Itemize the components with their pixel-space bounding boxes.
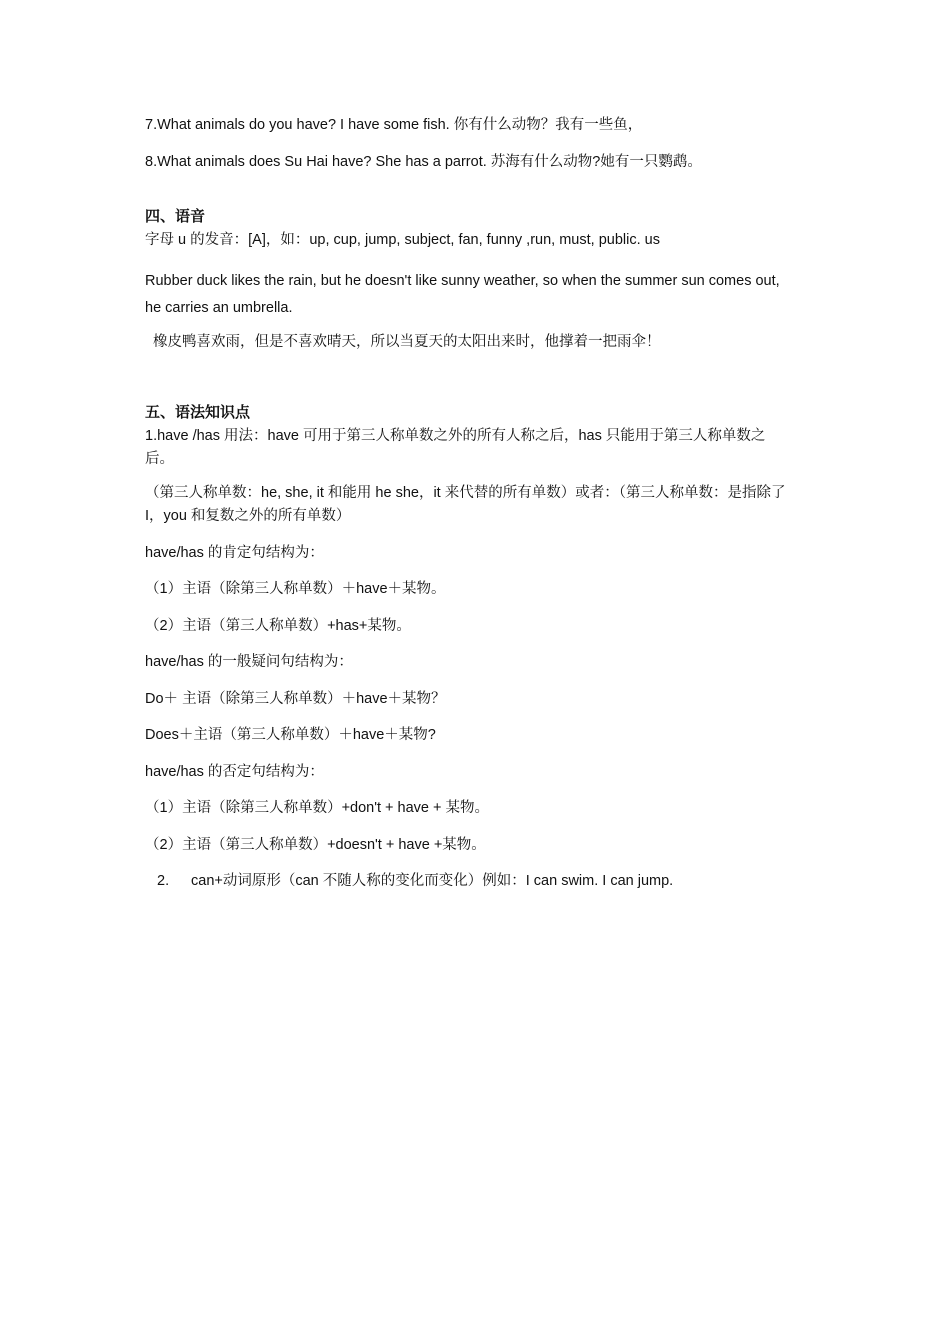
question-rule-1: Do＋ 主语（除第三人称单数）＋have＋某物？ xyxy=(145,691,446,707)
sentence-8: 8.What animals does Su Hai have? She has a parrot. 苏海有什么动物?她有一只鹦鹉。 xyxy=(145,154,702,170)
negative-rule-2: （2）主语（第三人称单数）+doesn't + have +某物。 xyxy=(145,837,486,853)
grammar-point-1-note: （第三人称单数：he, she, it 和能用 he she，it 来代替的所有单数）或者：（第三人称单数：是指除了 I，you 和复数之外的所有单数） xyxy=(145,485,786,524)
section-4-heading: 四、语音 xyxy=(145,208,206,225)
rubber-duck-chinese: 橡皮鸭喜欢雨，但是不喜欢晴天，所以当夏天的太阳出来时，他撑着一把雨伞！ xyxy=(153,334,661,350)
question-title: have/has 的一般疑问句结构为： xyxy=(145,654,353,670)
affirmative-rule-2: （2）主语（第三人称单数）+has+某物。 xyxy=(145,618,411,634)
grammar-point-1: 1.have /has 用法：have 可用于第三人称单数之外的所有人称之后，has 只能用于第三人称单数之后。 xyxy=(145,428,766,467)
question-rule-2: Does＋主语（第三人称单数）＋have＋某物? xyxy=(145,727,436,743)
sentence-7: 7.What animals do you have? I have some fish. 你有什么动物？我有一些鱼， xyxy=(145,117,643,133)
affirmative-title: have/has 的肯定句结构为： xyxy=(145,545,324,561)
negative-rule-1: （1）主语（除第三人称单数）+don't + have + 某物。 xyxy=(145,800,490,816)
phonics-line: 字母 u 的发音：[A]，如：up, cup, jump, subject, fan, funny ,run, must, public. us xyxy=(145,232,660,248)
grammar-point-2-text: can+动词原形（can 不随人称的变化而变化）例如：I can swim. I can jump. xyxy=(191,873,674,889)
affirmative-rule-1: （1）主语（除第三人称单数）＋have＋某物。 xyxy=(145,581,446,597)
grammar-point-2 xyxy=(157,870,673,892)
grammar-point-2-number: 2. xyxy=(157,873,170,889)
rubber-duck-english: Rubber duck likes the rain, but he doesn't like sunny weather, so when the summer sun comes out, he carries an umbrella. xyxy=(145,273,780,316)
negative-title: have/has 的否定句结构为： xyxy=(145,764,324,780)
section-5-heading: 五、语法知识点 xyxy=(145,404,251,421)
